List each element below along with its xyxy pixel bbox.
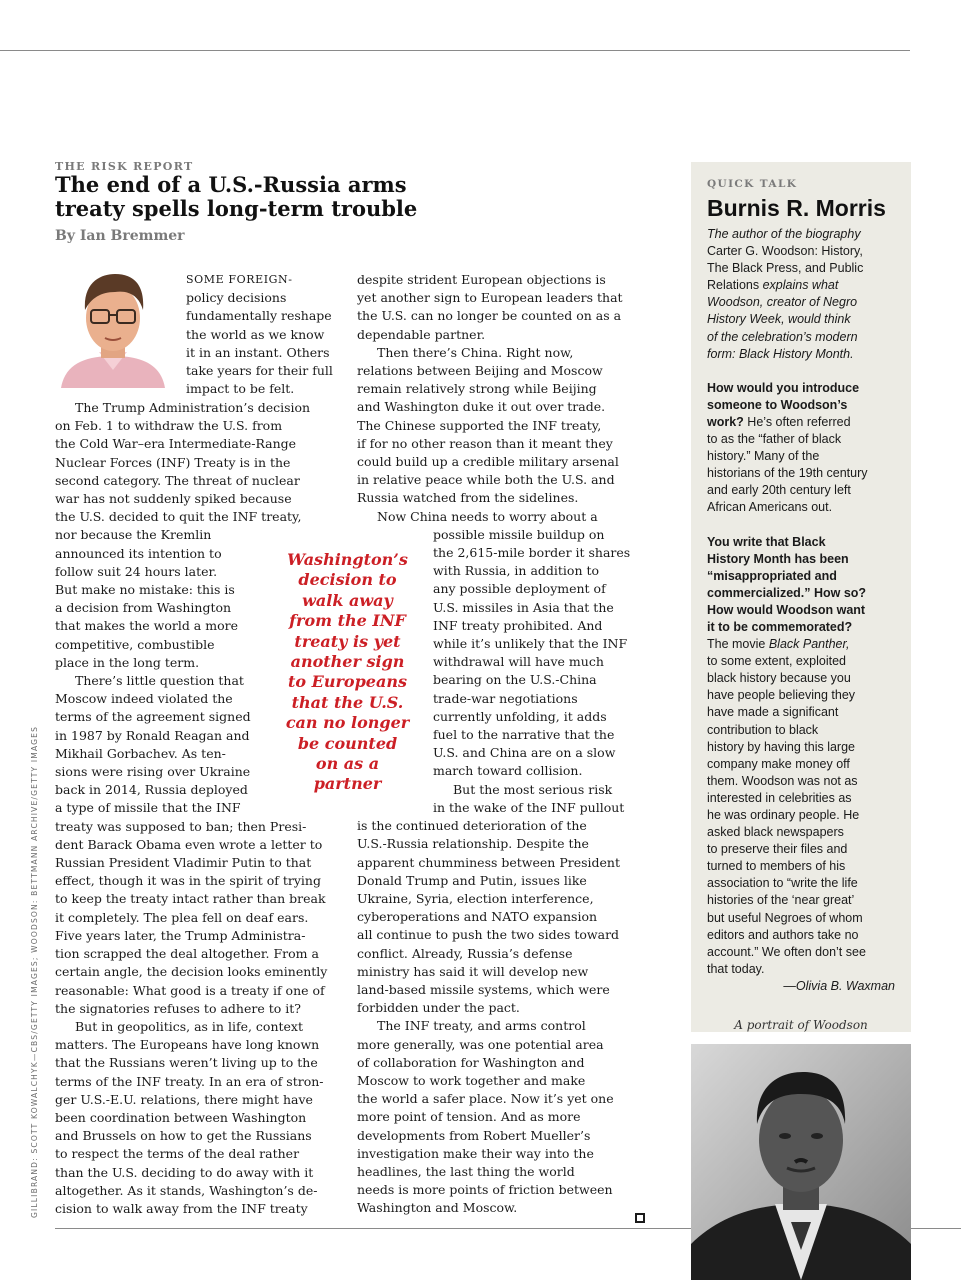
article-line: is the continued deterioration of the [357, 818, 587, 834]
article-line: currently unfolding, it adds [433, 708, 607, 724]
article-line: to respect the terms of the deal rather [55, 1146, 300, 1162]
article-line: it in an instant. Others [186, 344, 330, 360]
answer-line: to as the “father of black [707, 432, 842, 447]
answer-line [707, 636, 903, 653]
article-line: impact to be felt. [186, 381, 295, 397]
intro-text: The Black Press, and Public [707, 261, 864, 276]
end-mark-icon [627, 1207, 645, 1226]
quick-talk-intro-line [707, 294, 903, 311]
article-line: relations between Beijing and Moscow [357, 363, 603, 379]
article-line: Ukraine, Syria, election interference, [357, 890, 594, 906]
quick-talk-intro-line [707, 243, 903, 260]
article-line: sions were rising over Ukraine [55, 764, 251, 780]
article-line: Washington and Moscow. [357, 1200, 518, 1216]
answer-line: have people believing they [707, 688, 856, 703]
answer-line: interested in celebrities as [707, 790, 852, 805]
answer-line: that today. [707, 961, 765, 976]
article-line: effect, though it was in the spirit of trying [55, 873, 321, 889]
answer-line: to preserve their files and [707, 842, 848, 857]
article-line: the world as we know [186, 326, 325, 342]
question-text: work? [707, 414, 744, 429]
article-line: in 1987 by Ronald Reagan and [55, 727, 250, 743]
intro-text: The author of the biography [707, 227, 861, 241]
article-line: follow suit 24 hours later. [55, 563, 218, 579]
article-line: tion scrapped the deal altogether. From a [55, 946, 319, 962]
question-line: How would Woodson want [707, 602, 866, 617]
article-line: of collaboration for Washington and [357, 1054, 585, 1070]
answer-line: historians of the 19th century [707, 466, 868, 481]
article-line: the world a safer place. Now it’s yet one [357, 1091, 614, 1107]
intro-text: explains what [762, 278, 839, 293]
article-line: The INF treaty, and arms control [377, 1018, 586, 1034]
article-line: the Cold War–era Intermediate-Range [55, 436, 297, 452]
article-line: in the wake of the INF pullout [433, 799, 625, 815]
article-line: land-based missile systems, which were [357, 981, 610, 997]
article-line: a decision from Washington [55, 600, 232, 616]
article-line: announced its intention to [55, 545, 222, 561]
pull-quote-line: on as a [315, 754, 380, 774]
article-line: The Trump Administration’s decision [75, 400, 311, 415]
answer-line: association to “write the life [707, 876, 858, 891]
article-line: place in the long term. [55, 654, 200, 670]
article-line: dependable partner. [357, 326, 486, 342]
article-line: all continue to push the two sides toward [357, 927, 620, 943]
question-line [707, 414, 903, 431]
pull-quote-line: that the U.S. [291, 692, 404, 712]
article-line: that makes the world a more [55, 618, 238, 634]
quick-talk-name: Burnis R. Morris [707, 195, 886, 221]
article-line: the U.S. decided to quit the INF treaty, [55, 509, 302, 525]
article-line: needs is more points of friction between [357, 1182, 613, 1198]
article-line: the 2,615-mile border it shares [433, 545, 631, 561]
pull-quote-line: partner [313, 774, 382, 794]
article-line: and Washington duke it out over trade. [357, 399, 606, 415]
article-line: it completely. The plea fell on deaf ears. [55, 909, 309, 925]
answer-line: history by having this large [707, 739, 855, 754]
article-line: Russia watched from the sidelines. [357, 490, 579, 506]
answer-line: turned to members of his [707, 859, 846, 874]
article-line: cyberoperations and NATO expansion [357, 909, 598, 925]
article-line: nor because the Kremlin [55, 527, 212, 543]
pull-quote-line: Washington’s [287, 550, 408, 569]
article-line: more point of tension. And as more [357, 1109, 581, 1125]
quick-talk-kicker: QUICK TALK [707, 178, 798, 190]
article-line: the signatories refuses to adhere to it? [55, 1000, 301, 1016]
article-line: policy decisions [186, 290, 287, 306]
article-line: possible missile buildup on [433, 526, 605, 542]
headline [55, 173, 475, 221]
article-line: and Brussels on how to get the Russians [55, 1128, 312, 1144]
article-line: certain angle, the decision looks eminently [55, 964, 328, 980]
pull-quote-line: to Europeans [288, 672, 407, 692]
article-line: forbidden under the pact. [357, 1000, 520, 1016]
article-column-intro [186, 271, 346, 398]
question-line: it to be commemorated? [707, 619, 853, 634]
article-line: But in geopolitics, as in life, context [75, 1018, 303, 1034]
article-line: Five years later, the Trump Administra- [55, 927, 306, 943]
pull-quote-line: from the INF [289, 611, 406, 631]
answer-text: The movie [707, 637, 769, 652]
article-line: investigation make their way into the [357, 1145, 594, 1161]
article-line: INF treaty prohibited. And [433, 617, 603, 633]
article-line: U.S. missiles in Asia that the [433, 599, 614, 615]
article-line: U.S.-Russia relationship. Despite the [357, 836, 589, 852]
article-line: SOME FOREIGN- [186, 273, 293, 286]
article-line: bearing on the U.S.-China [433, 672, 597, 688]
intro-text: History Week, would think [707, 312, 851, 327]
quick-talk-intro-line [707, 346, 903, 363]
film-title: Black Panther, [768, 637, 850, 652]
article-line: could build up a credible military arsenal [357, 454, 619, 470]
article-line: more generally, was one potential area [357, 1036, 604, 1052]
article-line: with Russia, in addition to [433, 563, 600, 579]
answer-line: black history because you [707, 671, 851, 686]
article-line: terms of the agreement signed [55, 709, 251, 725]
answer-line: have made a significant [707, 705, 839, 720]
photo-caption: A portrait of Woodson [734, 1018, 868, 1032]
article-column-left [55, 399, 340, 1218]
article-line: despite strident European objections is [357, 272, 606, 287]
question-line: History Month has been [707, 551, 849, 566]
quick-talk-intro-line [707, 277, 903, 294]
article-line: war has not suddenly spiked because [55, 491, 292, 507]
article-line: withdrawal will have much [433, 654, 604, 670]
article-line: matters. The Europeans have long known [55, 1037, 320, 1053]
quick-talk-intro-line [707, 260, 903, 277]
article-line: a type of missile that the INF [55, 800, 241, 816]
article-line: Nuclear Forces (INF) Treaty is in the [55, 454, 291, 470]
article-line: Moscow to work together and make [357, 1072, 586, 1088]
pull-quote-line: walk away [302, 590, 393, 610]
quick-talk-intro-line [707, 226, 903, 243]
question-line: someone to Woodson’s [707, 397, 848, 412]
answer-line: but useful Negroes of whom [707, 910, 863, 925]
article-line: headlines, the last thing the world [357, 1163, 575, 1179]
article-line: in relative peace while both the U.S. and [357, 472, 615, 488]
spacer [707, 517, 903, 534]
signature: —Olivia B. Waxman [783, 978, 895, 993]
answer-line: he was ordinary people. He [707, 808, 860, 822]
article-line: Russian President Vladimir Putin to that [55, 855, 312, 871]
pull-quote-line: treaty is yet [294, 631, 401, 651]
article-line: if for no other reason than it meant they [357, 435, 613, 451]
article-line: take years for their full [186, 363, 333, 379]
answer-line: editors and authors take no [707, 927, 859, 942]
question-line: “misappropriated and [707, 568, 837, 583]
article-line: developments from Robert Mueller’s [357, 1127, 591, 1143]
quick-talk-intro-line [707, 311, 903, 328]
article-line: dent Barack Obama even wrote a letter to [55, 836, 323, 852]
article-line: Moscow indeed violated the [55, 691, 233, 707]
article-line: Mikhail Gorbachev. As ten- [55, 745, 226, 761]
article-line: remain relatively strong while Beijing [357, 381, 597, 397]
pull-quote [275, 550, 420, 795]
answer-line: them. Woodson was not as [707, 773, 858, 788]
bottom-rule-right [910, 1228, 961, 1229]
article-line: any possible deployment of [433, 581, 606, 597]
pull-quote-line: be counted [297, 733, 398, 753]
question-line: commercialized.” How so? [707, 585, 867, 600]
article-line: fuel to the narrative that the [433, 727, 615, 743]
intro-text: form: Black History Month. [707, 346, 854, 361]
article-line: been coordination between Washington [55, 1109, 307, 1125]
article-line: to keep the treaty intact rather than break [55, 891, 326, 907]
article-line: Then there’s China. Right now, [377, 344, 574, 360]
article-line: on Feb. 1 to withdraw the U.S. from [55, 418, 283, 434]
pull-quote-line: can no longer [285, 713, 410, 733]
article-line: cision to walk away from the INF treaty [55, 1200, 308, 1216]
bottom-rule [55, 1228, 691, 1229]
intro-text: of the celebration’s modern [707, 329, 858, 344]
answer-line: contribution to black [707, 722, 819, 737]
author-portrait-icon [55, 266, 171, 388]
article-line: trade-war negotiations [433, 690, 578, 706]
woodson-portrait-icon [691, 1044, 911, 1280]
answer-text: He’s often referred [743, 414, 851, 429]
article-line: treaty was supposed to ban; then Presi- [55, 818, 307, 834]
question-line: You write that Black [707, 534, 826, 549]
article-line: march toward collision. [433, 763, 583, 779]
article-line: Now China needs to worry about a [377, 508, 598, 524]
article-line: terms of the INF treaty. In an era of stron- [55, 1073, 324, 1089]
article-line: back in 2014, Russia deployed [55, 782, 248, 798]
article-line: than the U.S. deciding to do away with it [55, 1164, 314, 1180]
article-line: conflict. Already, Russia’s defense [357, 945, 573, 961]
article-line: reasonable: What good is a treaty if one of [55, 982, 325, 998]
quick-talk-intro-line [707, 329, 903, 346]
answer-line: asked black newspapers [707, 825, 844, 840]
article-line: ministry has said it will develop new [357, 963, 589, 979]
article-line: fundamentally reshape [186, 308, 332, 324]
article-line: competitive, combustible [55, 636, 215, 652]
quick-talk-body [707, 226, 903, 995]
answer-line: account.” We often don’t see [707, 944, 866, 959]
article-line: yet another sign to European leaders that [357, 290, 623, 306]
answer-line: histories of the ‘near great’ [707, 893, 855, 908]
article-line: There’s little question that [75, 673, 244, 689]
intro-text: Carter G. Woodson: History, [707, 244, 863, 259]
top-rule [0, 50, 910, 51]
answer-line: history.” Many of the [707, 449, 820, 464]
article-line: But the most serious risk [453, 781, 613, 797]
answer-line: company make money off [707, 756, 850, 771]
article-line: The Chinese supported the INF treaty, [357, 417, 602, 433]
answer-line: to some extent, exploited [707, 654, 846, 669]
headline-line: The end of a U.S.-Russia arms [55, 172, 407, 197]
article-line: the U.S. can no longer be counted on as a [357, 308, 622, 324]
intro-text: Woodson, creator of Negro [707, 295, 858, 310]
article-line: But make no mistake: this is [55, 582, 235, 598]
article-line: altogether. As it stands, Washington’s de- [55, 1182, 318, 1198]
spacer [707, 363, 903, 380]
byline: By Ian Bremmer [55, 228, 185, 244]
pull-quote-line: decision to [298, 570, 397, 590]
headline-line: treaty spells long-term trouble [55, 196, 418, 221]
pull-quote-line: another sign [290, 652, 405, 672]
article-line: U.S. and China are on a slow [433, 745, 616, 761]
answer-line: African Americans out. [707, 500, 833, 515]
article-line: while it’s unlikely that the INF [433, 636, 628, 652]
article-line: ger U.S.-E.U. relations, there might have [55, 1091, 313, 1107]
article-line: apparent chumminess between President [357, 854, 620, 870]
intro-text: Relations [707, 278, 763, 293]
article-line: Donald Trump and Putin, issues like [357, 872, 587, 888]
article-line: second category. The threat of nuclear [55, 472, 300, 488]
section-kicker: THE RISK REPORT [55, 160, 194, 173]
question-line: How would you introduce [707, 380, 860, 395]
answer-line: and early 20th century left [707, 483, 851, 498]
photo-credit: GILLIBRAND: SCOTT KOWALCHYK—CBS/GETTY IMAGES; WOODSON: BETTMANN ARCHIVE/GETTY IMAGES [30, 725, 39, 1218]
article-line: that the Russians weren’t living up to the [55, 1055, 318, 1071]
